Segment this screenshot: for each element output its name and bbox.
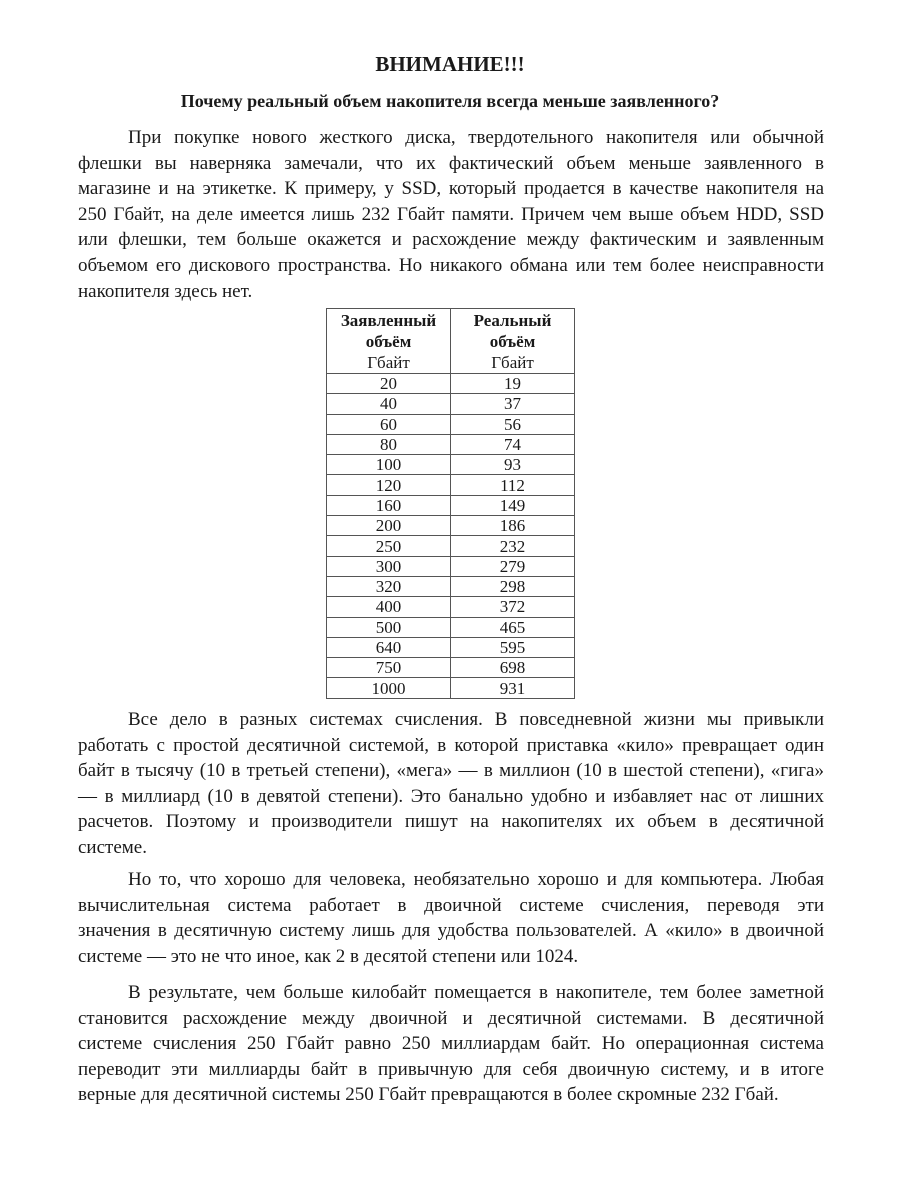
declared-cell: 200: [327, 516, 451, 536]
text-line: накопителя здесь нет.: [78, 280, 253, 302]
declared-cell: 40: [327, 394, 451, 414]
real-cell: 372: [451, 597, 575, 617]
text-line: или флешки, тем больше окажется и расхождение между фактическим и заявленным: [78, 229, 824, 251]
declared-cell: 120: [327, 475, 451, 495]
text-line: Все дело в разных системах счисления. В повседневной жизни мы привыкли: [128, 709, 824, 730]
declared-cell: 320: [327, 576, 451, 596]
declared-cell: 400: [327, 597, 451, 617]
real-cell: 298: [451, 576, 575, 596]
declared-cell: 1000: [327, 678, 451, 698]
text-line: магазине и на этикетке. К примеру, у SSD, который продается в качестве накопителя на: [78, 178, 824, 200]
declared-cell: 250: [327, 536, 451, 556]
header-label: Заявленный объём: [340, 311, 437, 351]
text-line: При покупке нового жесткого диска, твердотельного накопителя или обычной: [128, 127, 824, 148]
table-row: [327, 516, 575, 536]
text-line: вычислительная система работает в двоичной системе счисления, переводя эти: [78, 894, 824, 916]
declared-cell: 750: [327, 658, 451, 678]
text-line: системе.: [78, 836, 147, 858]
capacity-table: [326, 308, 575, 699]
paragraph-number-systems: [78, 707, 824, 861]
text-line: работать с простой десятичной системой, в которой приставка «кило» превращает один: [78, 734, 824, 756]
table-row: [327, 617, 575, 637]
table-row: [327, 637, 575, 657]
text-line: переводит эти миллиарды байт в привычную для себя двоичную систему, и в итоге: [78, 1058, 824, 1080]
header-label: Реальный объём: [473, 311, 552, 351]
real-cell: 232: [451, 536, 575, 556]
document-title: ВНИМАНИЕ!!!: [375, 52, 525, 76]
text-line: флешки вы наверняка замечали, что их фактический объем меньше заявленного в: [78, 152, 824, 174]
table-header-row: [327, 309, 575, 374]
table-row: [327, 536, 575, 556]
text-line: В результате, чем больше килобайт помещается в накопителе, тем более заметной: [128, 982, 824, 1003]
text-line: Но то, что хорошо для человека, необязательно хорошо и для компьютера. Любая: [128, 869, 824, 890]
real-cell: 74: [451, 434, 575, 454]
real-cell: 279: [451, 556, 575, 576]
text-line: байт в тысячу (10 в третьей степени), «мега» — в миллион (10 в шестой степени), «гига»: [78, 760, 824, 782]
declared-cell: 500: [327, 617, 451, 637]
text-line: системе счисления 250 Гбайт равно 250 миллиардам байт. Но операционная система: [78, 1033, 824, 1055]
text-line: расчетов. Поэтому и производители пишут на накопителях их объем в десятичной: [78, 811, 824, 833]
real-cell: 19: [451, 374, 575, 394]
declared-cell: 300: [327, 556, 451, 576]
real-cell: 37: [451, 394, 575, 414]
real-cell: 112: [451, 475, 575, 495]
declared-cell: 160: [327, 495, 451, 515]
header-real: [451, 309, 575, 374]
table-row: [327, 394, 575, 414]
table-row: [327, 434, 575, 454]
declared-cell: 80: [327, 434, 451, 454]
text-line: значения в десятичную систему лишь для удобства пользователей. А «кило» в двоичной: [78, 920, 824, 942]
header-unit: Гбайт: [491, 353, 534, 372]
text-line: системе — это не что иное, как 2 в десятой степени или 1024.: [78, 945, 579, 967]
table-row: [327, 475, 575, 495]
real-cell: 931: [451, 678, 575, 698]
table-row: [327, 597, 575, 617]
declared-cell: 20: [327, 374, 451, 394]
real-cell: 595: [451, 637, 575, 657]
text-line: — в миллиард (10 в девятой степени). Это банально удобно и избавляет нас от лишних: [78, 785, 824, 807]
table-row: [327, 374, 575, 394]
text-line: объемом его дискового пространства. Но никакого обмана или тем более неисправности: [78, 254, 824, 276]
real-cell: 56: [451, 414, 575, 434]
header-unit: Гбайт: [367, 353, 410, 372]
real-cell: 465: [451, 617, 575, 637]
real-cell: 149: [451, 495, 575, 515]
table-row: [327, 576, 575, 596]
header-declared: [327, 309, 451, 374]
real-cell: 186: [451, 516, 575, 536]
text-line: верные для десятичной системы 250 Гбайт превращаются в более скромные 232 Гбай.: [78, 1084, 779, 1106]
text-line: становится расхождение между двоичной и десятичной системами. В десятичной: [78, 1007, 824, 1029]
table-row: [327, 678, 575, 698]
paragraph-intro: [78, 125, 824, 304]
paragraph-result: [78, 980, 824, 1108]
declared-cell: 60: [327, 414, 451, 434]
table-row: [327, 495, 575, 515]
paragraph-binary: [78, 867, 824, 969]
real-cell: 698: [451, 658, 575, 678]
document-subtitle: Почему реальный объем накопителя всегда меньше заявленного?: [180, 91, 720, 111]
table-row: [327, 455, 575, 475]
declared-cell: 640: [327, 637, 451, 657]
table-row: [327, 556, 575, 576]
table-row: [327, 658, 575, 678]
real-cell: 93: [451, 455, 575, 475]
text-line: 250 Гбайт, на деле имеется лишь 232 Гбайт памяти. Причем чем выше объем HDD, SSD: [78, 203, 824, 225]
declared-cell: 100: [327, 455, 451, 475]
table-row: [327, 414, 575, 434]
